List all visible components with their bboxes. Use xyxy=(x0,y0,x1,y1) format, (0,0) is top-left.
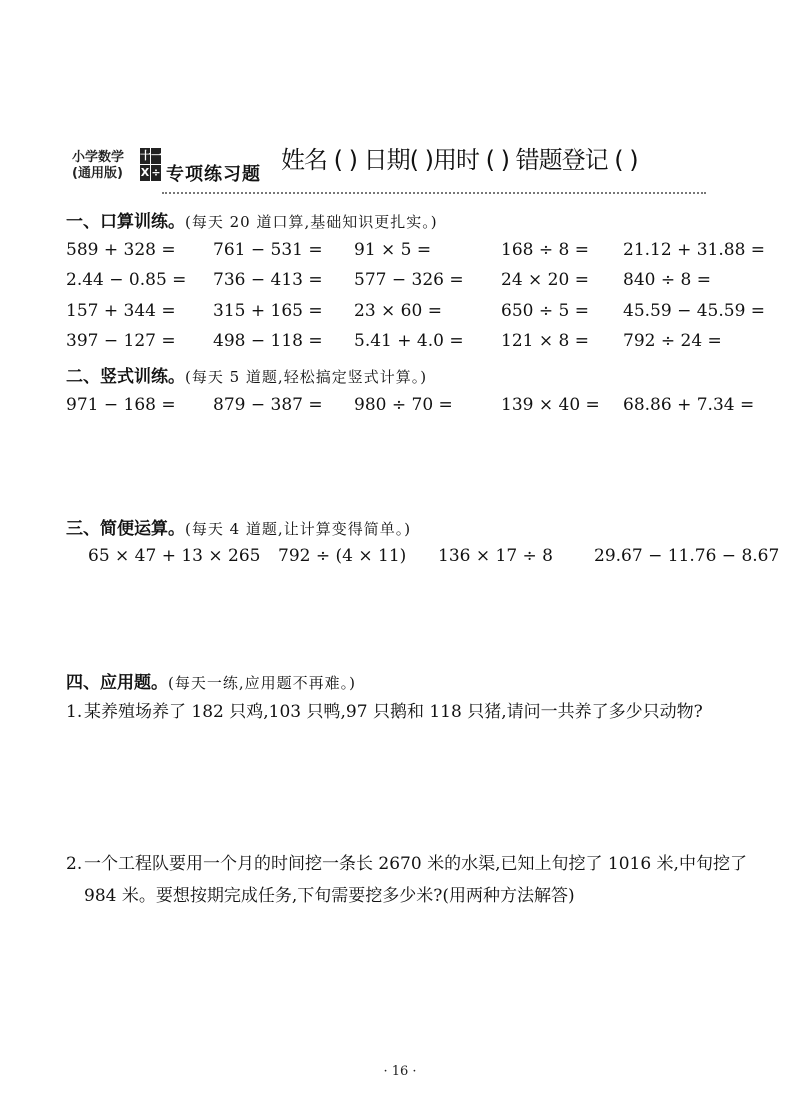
vertical-expr: 971 − 168 = xyxy=(66,395,176,415)
section3-heading: 三、简便运算。 xyxy=(66,519,185,539)
brand-line1: 小学数学 xyxy=(72,150,125,165)
oral-row-4 xyxy=(66,331,766,355)
section4-heading: 四、应用题。 xyxy=(66,673,168,693)
minus-symbol: 一 xyxy=(151,149,162,162)
oral-expr: 5.41 + 4.0 = xyxy=(354,331,464,351)
section1-heading: 一、口算训练。 xyxy=(66,212,185,232)
section2-title xyxy=(66,362,427,387)
section4-title xyxy=(66,668,356,693)
oral-expr: 168 ÷ 8 = xyxy=(501,240,589,260)
problem-text: 一个工程队要用一个月的时间挖一条长 2670 米的水渠,已知上旬挖了 1016 米,中旬挖了 984 米。要想按期完成任务,下旬需要挖多少米?(用两种方法解答) xyxy=(84,854,747,906)
problem-number: 1. xyxy=(66,702,83,722)
oral-expr: 157 + 344 = xyxy=(66,301,176,321)
oral-expr: 121 × 8 = xyxy=(501,331,589,351)
section2-note: (每天 5 道题,轻松搞定竖式计算。) xyxy=(185,368,428,386)
simplify-expr: 29.67 − 11.76 − 8.67 xyxy=(594,546,780,566)
oral-row-2 xyxy=(66,270,766,294)
vertical-expr: 980 ÷ 70 = xyxy=(354,395,453,415)
vertical-expr: 68.86 + 7.34 = xyxy=(623,395,755,415)
brand-label xyxy=(72,150,124,182)
oral-expr: 2.44 − 0.85 = xyxy=(66,270,187,290)
brand-title: 专项练习题 xyxy=(166,164,261,185)
section3-title xyxy=(66,514,411,539)
oral-expr: 315 + 165 = xyxy=(213,301,323,321)
vertical-calc-row xyxy=(66,395,766,419)
math-symbols-logo-icon xyxy=(140,148,162,182)
plus-symbol: 十 xyxy=(140,149,151,162)
oral-expr: 498 − 118 = xyxy=(213,331,323,351)
oral-expr: 577 − 326 = xyxy=(354,270,464,290)
times-symbol: X xyxy=(140,166,150,179)
problem-text: 某养殖场养了 182 只鸡,103 只鸭,97 只鹅和 118 只猪,请问一共养了多少只动物? xyxy=(84,702,703,722)
header-divider xyxy=(162,192,706,194)
oral-expr: 397 − 127 = xyxy=(66,331,176,351)
oral-expr: 840 ÷ 8 = xyxy=(623,270,711,290)
oral-expr: 91 × 5 = xyxy=(354,240,432,260)
oral-expr: 736 − 413 = xyxy=(213,270,323,290)
section2-heading: 二、竖式训练。 xyxy=(66,367,185,387)
vertical-expr: 139 × 40 = xyxy=(501,395,600,415)
section1-note: (每天 20 道口算,基础知识更扎实。) xyxy=(185,213,438,231)
divide-symbol: ÷ xyxy=(151,166,161,179)
section1-title xyxy=(66,207,438,232)
oral-expr: 792 ÷ 24 = xyxy=(623,331,722,351)
oral-row-3 xyxy=(66,301,766,325)
oral-expr: 24 × 20 = xyxy=(501,270,589,290)
oral-expr: 761 − 531 = xyxy=(213,240,323,260)
student-info-line: 姓名 ( ) 日期( )用时 ( ) 错题登记 ( ) xyxy=(281,146,638,174)
problem-number: 2. xyxy=(66,854,83,874)
brand-line2: (通用版) xyxy=(72,166,123,181)
simplify-expr: 136 × 17 ÷ 8 xyxy=(438,546,553,566)
section3-note: (每天 4 道题,让计算变得简单。) xyxy=(185,520,412,538)
oral-expr: 23 × 60 = xyxy=(354,301,442,321)
word-problem-1 xyxy=(66,696,766,728)
oral-row-1 xyxy=(66,240,766,264)
vertical-expr: 879 − 387 = xyxy=(213,395,323,415)
oral-expr: 45.59 − 45.59 = xyxy=(623,301,766,321)
word-problem-2 xyxy=(66,848,766,912)
oral-expr: 21.12 + 31.88 = xyxy=(623,240,766,260)
simplify-expr: 65 × 47 + 13 × 265 xyxy=(88,546,261,566)
oral-expr: 589 + 328 = xyxy=(66,240,176,260)
section4-note: (每天一练,应用题不再难。) xyxy=(168,674,356,692)
page-number: · 16 · xyxy=(383,1064,417,1079)
worksheet-header xyxy=(66,128,706,198)
simplify-expr: 792 ÷ (4 × 11) xyxy=(278,546,407,566)
oral-expr: 650 ÷ 5 = xyxy=(501,301,589,321)
